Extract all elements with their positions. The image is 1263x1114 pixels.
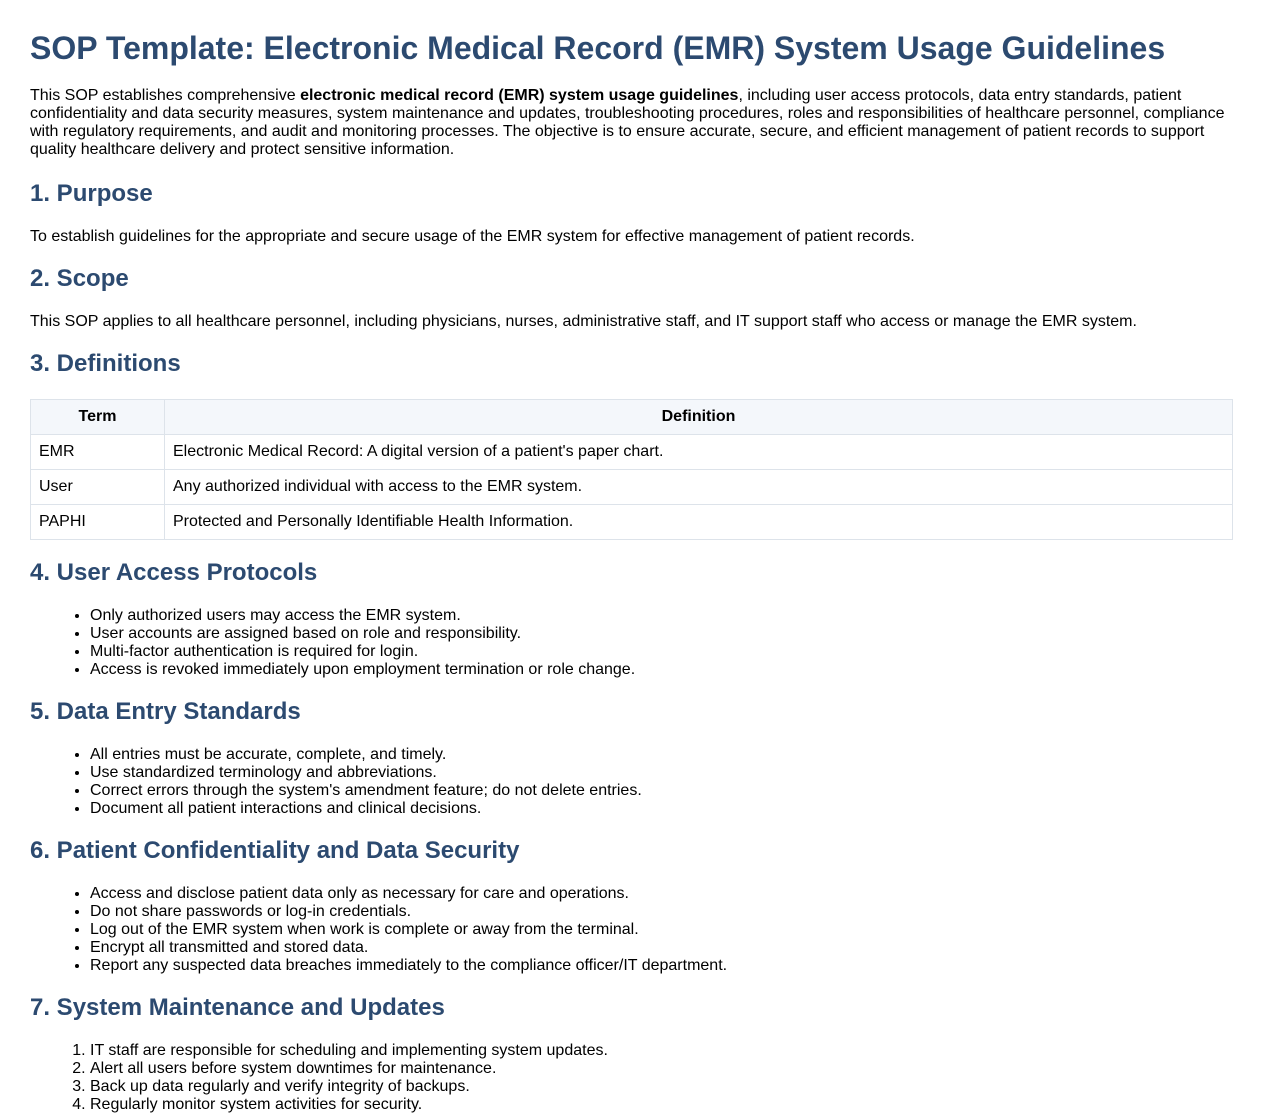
list-item: • Correct errors through the system's amendment feature; do not delete entries. (90, 782, 1233, 800)
list-item: • Multi-factor authentication is required for login. (90, 643, 1233, 661)
scope-heading: 2. Scope (30, 265, 129, 292)
list-item: • Use standardized terminology and abbreviations. (90, 764, 1233, 782)
list-item: • User accounts are assigned based on role and responsibility. (90, 625, 1233, 643)
list-item: • Access and disclose patient data only as necessary for care and operations. (90, 885, 1233, 903)
data-entry-list (30, 746, 1233, 818)
intro-bold-text: electronic medical record (EMR) system usage guidelines (300, 87, 739, 104)
page-title: SOP Template: Electronic Medical Record (EMR) System Usage Guidelines (30, 30, 1166, 66)
definition-cell: Protected and Personally Identifiable Health Information. (165, 505, 1233, 540)
access-heading: 4. User Access Protocols (30, 559, 318, 586)
column-header-term: Term (31, 400, 165, 435)
data-entry-heading: 5. Data Entry Standards (30, 698, 301, 725)
list-item: 3. Back up data regularly and verify integrity of backups. (90, 1078, 1233, 1096)
maintenance-list (30, 1042, 1233, 1114)
purpose-heading: 1. Purpose (30, 180, 153, 207)
definitions-heading: 3. Definitions (30, 350, 181, 377)
scope-text: This SOP applies to all healthcare personnel, including physicians, nurses, administrative staff, and IT support staff who access or manage the EMR system. (30, 313, 1137, 330)
list-item: • Report any suspected data breaches immediately to the compliance officer/IT department. (90, 957, 1233, 975)
access-list (30, 607, 1233, 679)
list-item: • Only authorized users may access the EMR system. (90, 607, 1233, 625)
term-cell: EMR (31, 435, 165, 470)
maintenance-heading: 7. System Maintenance and Updates (30, 994, 445, 1021)
confidentiality-list (30, 885, 1233, 975)
list-item: 2. Alert all users before system downtimes for maintenance. (90, 1060, 1233, 1078)
table-row (31, 470, 1233, 505)
list-item: 4. Regularly monitor system activities for security. (90, 1096, 1233, 1114)
table-row (31, 505, 1233, 540)
intro-text-start: This SOP establishes comprehensive (30, 87, 301, 104)
definition-cell: Any authorized individual with access to the EMR system. (165, 470, 1233, 505)
term-cell: PAPHI (31, 505, 165, 540)
confidentiality-heading: 6. Patient Confidentiality and Data Security (30, 837, 520, 864)
list-item: • Encrypt all transmitted and stored data. (90, 939, 1233, 957)
list-item: • Access is revoked immediately upon employment termination or role change. (90, 661, 1233, 679)
definition-cell: Electronic Medical Record: A digital version of a patient's paper chart. (165, 435, 1233, 470)
definitions-table (30, 399, 1233, 540)
list-item: • Do not share passwords or log-in credentials. (90, 903, 1233, 921)
column-header-definition: Definition (165, 400, 1233, 435)
list-item: • All entries must be accurate, complete, and timely. (90, 746, 1233, 764)
term-cell: User (31, 470, 165, 505)
list-item: 1. IT staff are responsible for scheduling and implementing system updates. (90, 1042, 1233, 1060)
table-header-row (31, 400, 1233, 435)
intro-paragraph (30, 87, 1233, 159)
table-row (31, 435, 1233, 470)
list-item: • Document all patient interactions and clinical decisions. (90, 800, 1233, 818)
intro-text-end: , including user access protocols, data entry standards, patient confidentiality and data security measures, system maintenance and updates, troubleshooting procedures, roles and responsibilities of healthcare personnel, compliance with regulatory requirements, and audit and monitoring processes. The objective is to ensure accurate, secure, and efficient management of patient records to support quality healthcare delivery and protect sensitive information. (30, 87, 1225, 158)
list-item: • Log out of the EMR system when work is complete or away from the terminal. (90, 921, 1233, 939)
purpose-text: To establish guidelines for the appropriate and secure usage of the EMR system for effective management of patient records. (30, 228, 915, 245)
